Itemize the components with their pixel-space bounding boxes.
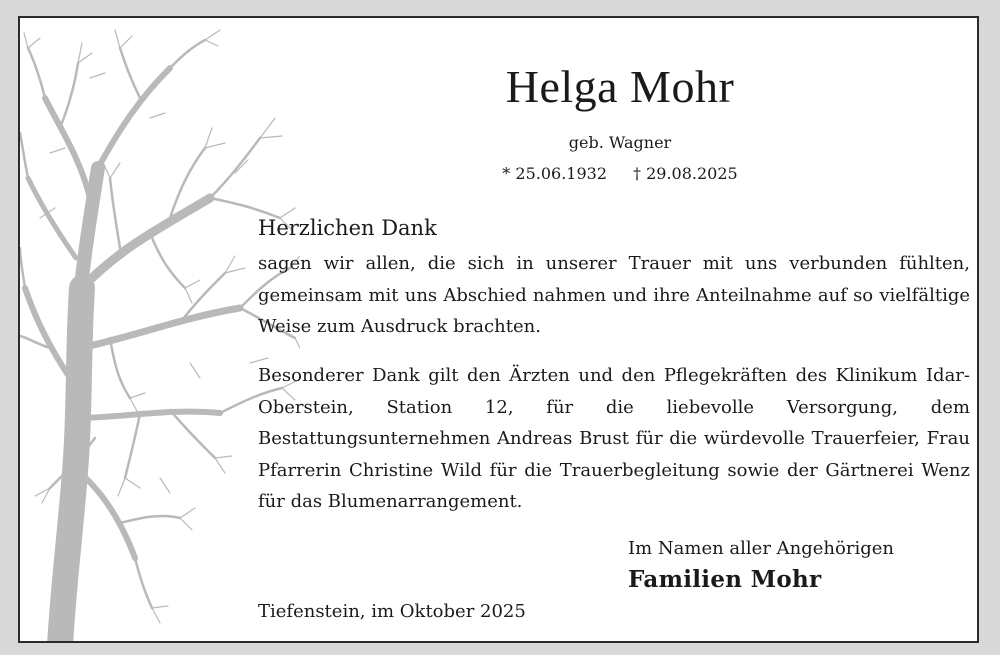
family-signature: Familien Mohr <box>628 566 822 593</box>
place-date: Tiefenstein, im Oktober 2025 <box>258 601 526 622</box>
deceased-name: Helga Mohr <box>505 61 735 112</box>
death-date: † 29.08.2025 <box>633 164 738 183</box>
life-dates <box>260 164 979 183</box>
thanks-heading: Herzlichen Dank <box>258 216 437 240</box>
birth-date: * 25.06.1932 <box>502 164 607 183</box>
closing-line: Im Namen aller Angehörigen <box>628 538 894 559</box>
special-thanks-paragraph: Besonderer Dank gilt den Ärzten und den Pflegekräften des Klinikum Idar-Oberstein, Station 12, für die liebevolle Versorgung, dem Bestattungsunternehmen Andreas Brust für die würdevolle Trauerfeier, Frau Pfarrerin Christine Wild für die Trauerbegleitung sowie der Gärtnerei Wenz für das Blumenarrangement. <box>258 365 970 512</box>
thanks-paragraph: sagen wir allen, die sich in unserer Trauer mit uns verbunden fühlten, gemeinsam mit uns Abschied nahmen und ihre Anteilnahme auf so vielfältige Weise zum Ausdruck brachten. <box>258 253 970 337</box>
birth-name: geb. Wagner <box>568 133 672 152</box>
obituary-card <box>18 16 979 643</box>
